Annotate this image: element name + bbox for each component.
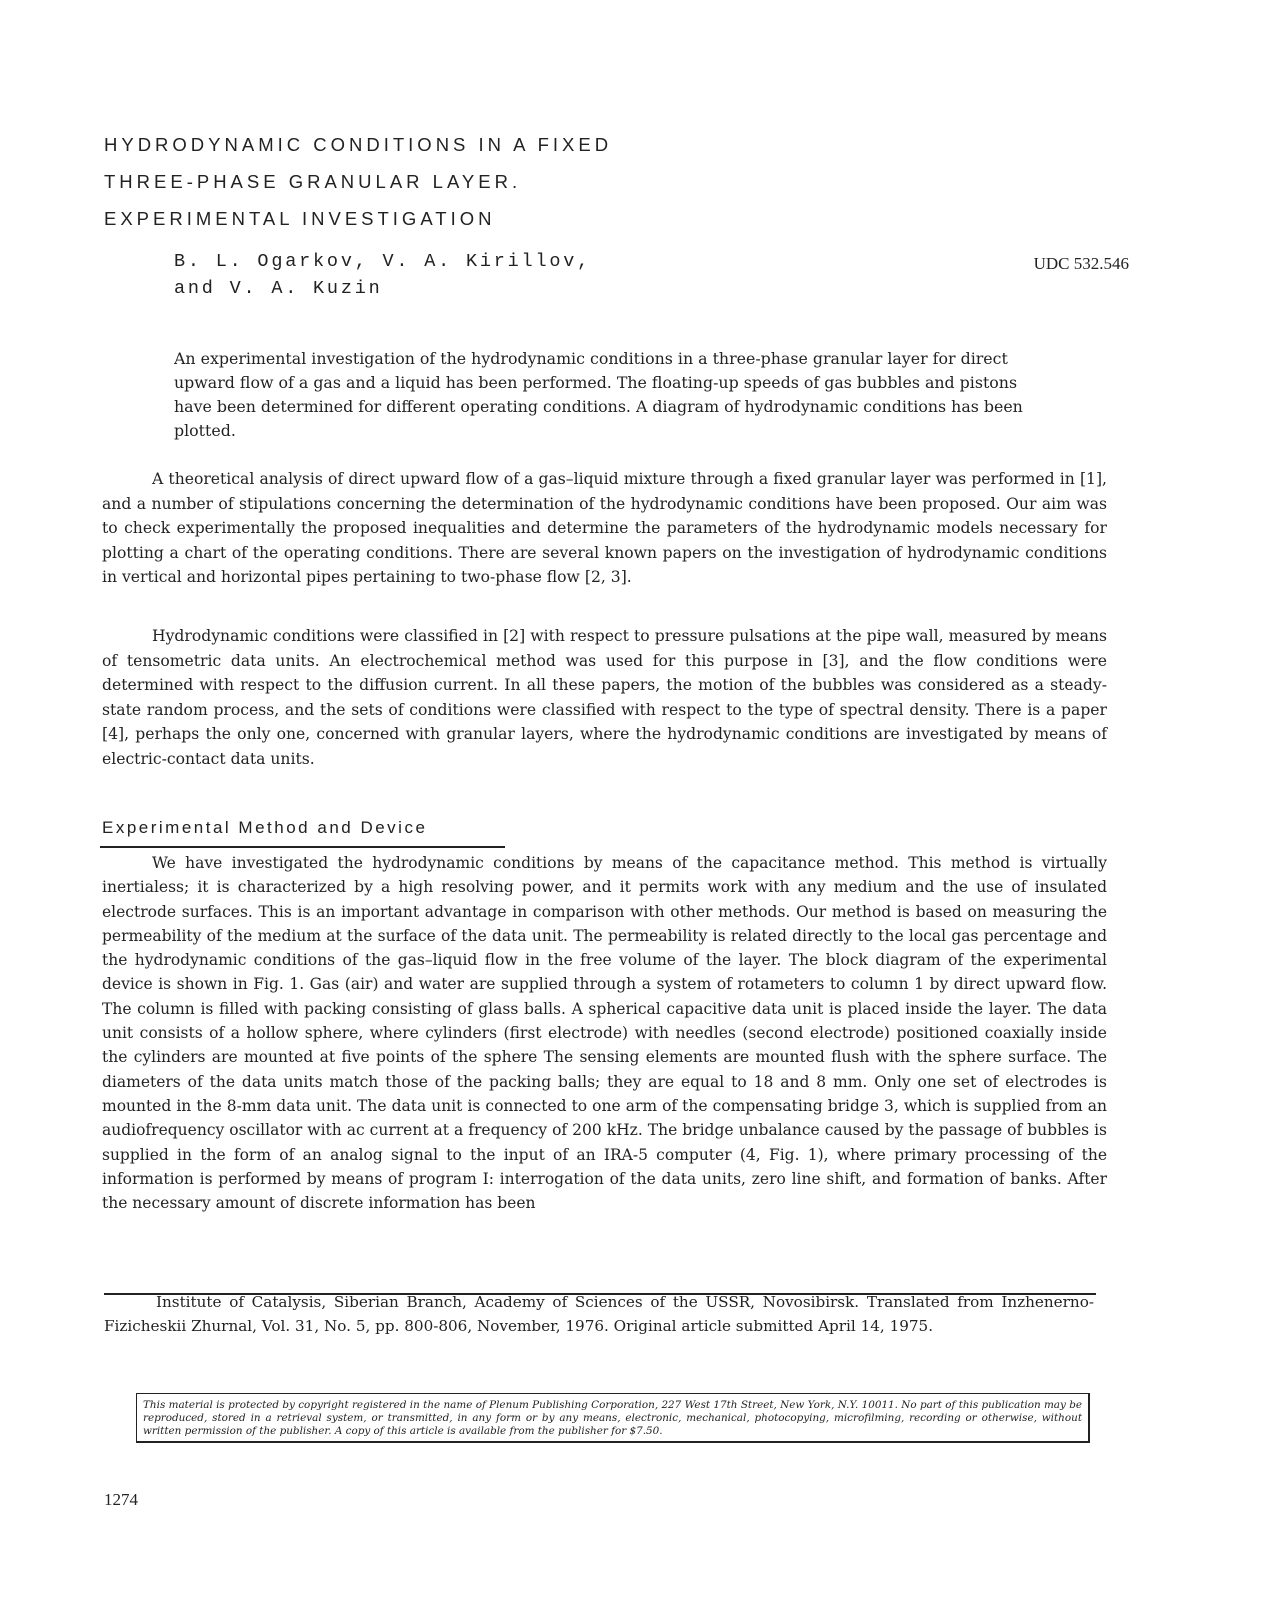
title-line-1: HYDRODYNAMIC CONDITIONS IN A FIXED (104, 134, 613, 155)
author-line-1: B. L. Ogarkov, V. A. Kirillov, (174, 251, 592, 272)
title-line-3: EXPERIMENTAL INVESTIGATION (104, 208, 496, 229)
author-list (174, 248, 591, 302)
copyright-notice: This material is protected by copyright registered in the name of Plenum Publishing Corporation, 227 West 17th Street, New York, N.Y. 10011. No part of this publication may be reproduced, stored in a retrieval system, or transmitted, in any form or by any means, electronic, mechanical, photocopying, microfilming, recording or otherwise, without written permission of the publisher. A copy of this article is available from the publisher for $7.50. (143, 1399, 1082, 1438)
page-number: 1274 (104, 1490, 138, 1509)
method-paragraph: We have investigated the hydrodynamic conditions by means of the capacitance method. This method is virtually inertialess; it is characterized by a high resolving power, and it permits work with any medium and the use of insulated electrode surfaces. This is an important advantage in comparison with other methods. Our method is based on measuring the permeability of the medium at the surface of the data unit. The permeability is related directly to the local gas percentage and the hydrodynamic conditions of the gas–liquid flow in the free volume of the layer. The block diagram of the experimental device is shown in Fig. 1. Gas (air) and water are supplied through a system of rotameters to column 1 by direct upward flow. The column is filled with packing consisting of glass balls. A spherical capacitive data unit is placed inside the layer. The data unit consists of a hollow sphere, where cylinders (first electrode) with needles (second electrode) positioned coaxially inside the cylinders are mounted at five points of the sphere The sensing elements are mounted flush with the sphere surface. The diameters of the data units match those of the packing balls; they are equal to 18 and 8 mm. Only one set of electrodes is mounted in the 8-mm data unit. The data unit is connected to one arm of the compensating bridge 3, which is supplied from an audiofrequency oscillator with ac current at a frequency of 200 kHz. The bridge unbalance caused by the passage of bubbles is supplied in the form of an analog signal to the input of an IRA-5 computer (4, Fig. 1), where primary processing of the information is performed by means of program I: interrogation of the data units, zero line shift, and formation of banks. After the necessary amount of discrete information has been (102, 854, 1107, 1213)
intro-paragraph-2: Hydrodynamic conditions were classified in [2] with respect to pressure pulsations at the pipe wall, measured by means of tensometric data units. An electrochemical method was used for this purpose in [3], and the flow conditions were determined with respect to the diffusion current. In all these papers, the motion of the bubbles was considered as a steady-state random process, and the sets of conditions were classified with respect to the type of spectral density. There is a paper [4], perhaps the only one, concerned with granular layers, where the hydrodynamic conditions are investigated by means of electric-contact data units. (102, 627, 1107, 768)
intro-paragraph-1: A theoretical analysis of direct upward flow of a gas–liquid mixture through a fixed granular layer was performed in [1], and a number of stipulations concerning the determination of the hydrodynamic conditions have been proposed. Our aim was to check experimentally the proposed inequalities and determine the parameters of the hydrodynamic models necessary for plotting a chart of the operating conditions. There are several known papers on the investigation of hydrodynamic conditions in vertical and horizontal pipes pertaining to two-phase flow [2, 3]. (102, 470, 1107, 586)
section-heading-underline (100, 846, 505, 848)
udc-code: UDC 532.546 (1033, 254, 1129, 273)
copyright-notice-box (136, 1393, 1090, 1443)
section-heading: Experimental Method and Device (102, 818, 428, 837)
abstract: An experimental investigation of the hydrodynamic conditions in a three-phase granular layer for direct upward flow of a gas and a liquid has been performed. The floating-up speeds of gas bubbles and pistons have been determined for different operating conditions. A diagram of hydrodynamic conditions has been plotted. (174, 349, 1023, 440)
affiliation-footnote: Institute of Catalysis, Siberian Branch, Academy of Sciences of the USSR, Novosibirsk. Translated from Inzhenerno-Fizicheskii Zhurnal, Vol. 31, No. 5, pp. 800-806, November, 1976. Original article submitted April 14, 1975. (104, 1293, 1094, 1335)
author-line-2: and V. A. Kuzin (174, 278, 383, 299)
title-line-2: THREE-PHASE GRANULAR LAYER. (104, 171, 522, 192)
article-title (104, 126, 612, 237)
